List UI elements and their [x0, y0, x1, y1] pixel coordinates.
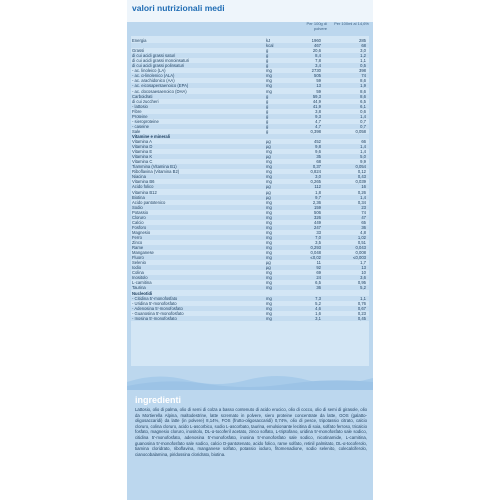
row-value-per-100g: 9,8 — [315, 144, 321, 150]
row-value-per-100ml: 1,2 — [360, 53, 366, 59]
row-value-per-100g: 9,7 — [315, 194, 321, 200]
row-value-per-100g: 33 — [316, 229, 321, 235]
row-label: - Guanosina 5'-monofosfato — [132, 310, 184, 316]
row-label: Vitamina C — [132, 159, 153, 165]
row-value-per-100g: 1960 — [311, 38, 321, 43]
row-unit: mg — [266, 250, 272, 256]
row-value-per-100ml: 16 — [361, 184, 366, 190]
row-value-per-100ml: 0,67 — [357, 305, 366, 311]
row-value-per-100g: 4,6 — [315, 305, 321, 311]
row-unit: µg — [266, 265, 271, 271]
row-label: Zinco — [132, 240, 143, 245]
row-value-per-100g: 159 — [314, 204, 321, 210]
panel-title: valori nutrizionali medi — [132, 3, 225, 13]
row-value-per-100ml: 0,6 — [360, 108, 366, 114]
row-value-per-100g: 1,6 — [315, 310, 321, 316]
row-label: Acido pantotenico — [132, 199, 166, 205]
row-value-per-100ml: 6,1 — [360, 103, 366, 109]
row-unit: mg — [266, 219, 272, 225]
row-unit: g — [266, 63, 269, 69]
row-unit: mg — [266, 315, 272, 321]
row-value-per-100ml: 398 — [359, 68, 366, 74]
row-unit: µg — [266, 260, 271, 266]
column-header-per-100ml: Per 100ml al 14,6% — [334, 21, 369, 26]
row-label: Vitamina B6 — [132, 179, 155, 185]
row-unit: mg — [266, 179, 272, 185]
row-value-per-100ml: 0,5 — [360, 63, 366, 69]
row-value-per-100g: 0,398 — [310, 128, 321, 134]
row-label: Riboflavina (Vitamina B2) — [132, 169, 180, 175]
row-unit: g — [266, 48, 269, 54]
row-value-per-100g: 5,2 — [315, 300, 321, 306]
row-value-per-100g: 506 — [314, 209, 321, 215]
row-value-per-100g: 2730 — [311, 68, 321, 74]
row-value-per-100g: 3,0 — [315, 174, 321, 180]
row-value-per-100g: 36 — [316, 285, 321, 291]
row-unit: mg — [266, 285, 272, 291]
row-label: L-carnitina — [132, 280, 152, 286]
row-value-per-100g: 3,8 — [315, 108, 321, 114]
row-unit: mg — [266, 204, 272, 210]
nutrition-panel — [127, 0, 373, 500]
row-value-per-100g: 69 — [316, 270, 321, 276]
row-value-per-100g: 247 — [314, 224, 321, 230]
row-unit: mg — [266, 209, 272, 215]
row-unit: mg — [266, 174, 272, 180]
row-value-per-100g: 9,6 — [315, 149, 321, 155]
row-value-per-100ml: 74 — [361, 209, 366, 215]
row-value-per-100ml: 0,95 — [357, 280, 366, 286]
row-unit: mg — [266, 88, 272, 94]
table-row — [131, 316, 369, 321]
row-unit: g — [266, 58, 269, 64]
row-value-per-100ml: 3,6 — [360, 275, 366, 281]
row-value-per-100g: ≤0,02 — [310, 255, 321, 261]
row-label: - Uridina 5'-monofosfato — [132, 300, 177, 306]
row-value-per-100g: 0,293 — [310, 245, 321, 251]
row-unit: mg — [266, 240, 272, 245]
row-unit: µg — [266, 189, 271, 195]
row-unit: mg — [266, 270, 272, 276]
row-label: Ferro — [132, 234, 143, 240]
row-value-per-100g: 41,9 — [312, 103, 321, 109]
row-value-per-100ml: 0,054 — [355, 164, 366, 170]
decorative-wave — [127, 372, 373, 390]
row-label: - Citidina 5'-monofosfato — [132, 295, 178, 301]
row-label: Inositolo — [132, 275, 148, 281]
row-value-per-100g: 467 — [314, 43, 321, 49]
row-value-per-100ml: 0,12 — [357, 169, 366, 175]
row-unit: mg — [266, 199, 272, 205]
row-label: Proteine — [132, 113, 148, 119]
row-label: - ac. docosaesaenoico (DHA) — [132, 88, 187, 94]
row-unit: mg — [266, 275, 272, 281]
row-label: Calcio — [132, 219, 144, 225]
row-value-per-100g: 7,3 — [315, 295, 321, 301]
row-unit: mg — [266, 245, 272, 251]
row-unit: mg — [266, 159, 272, 165]
row-unit: mg — [266, 229, 272, 235]
row-value-per-100ml: 0,7 — [360, 118, 366, 124]
row-value-per-100g: 1,8 — [315, 189, 321, 195]
ingredients-text: Lattosio, olio di palma, olio di semi di colza a basso contenuto di acido erucico, olio di cocco, olio di semi di girasole, olio da Mortierella Alpina, maltodestrine, latte scremato in polvere, siero proteine concentrate da latte, GOS (galatto-oligosaccaridi) da latte (in polvere) 8,14%, FOS (frutto-oligosaccaridi) 0,74%, olio di pesce, tripotassio citrato, calcio cloruro, colina cloruro, acido L-ascorbico, sodio L-ascorbato, taurina, emulsionante lecitina di soia, solfato ferroso, tricalcio fosfato, magnesio cloruro, inositolo, DL-α-tocoferil acetato, zinco solfato, L-triptofano, uridina 5'-monofosfato sale sodico, citidina 5'-monofosfato, adenosina 5'-monofosfato, inosina 5'-monofosfato sale sodico, nicotinamide, L-carnitina, guanosina 5'-monofosfato sale sodico, calcio D-pantotenato, acido folico, rame solfato, retinil palmitato, DL-α-tocoferolo, tiamina cloridrato, riboflavina, manganese solfato, potassio ioduro, fitomenadione, sodio selenito, colecalciferolo, cianocobalamina, piridossina cloridrato, biotina. — [135, 407, 367, 457]
row-value-per-100g: 8,4 — [315, 53, 321, 59]
row-value-per-100ml: 1,7 — [360, 260, 366, 266]
row-value-per-100ml: 8,6 — [360, 78, 366, 84]
ingredients-title: ingredienti — [135, 395, 182, 405]
row-label: - ac. arachidonico (AA) — [132, 78, 175, 84]
row-value-per-100ml: 0,058 — [355, 128, 366, 134]
row-value-per-100ml: 74 — [361, 73, 366, 79]
row-label: Sodio — [132, 204, 143, 210]
row-unit: mg — [266, 214, 272, 220]
row-unit: mg — [266, 169, 272, 175]
row-value-per-100ml: 23 — [361, 204, 366, 210]
row-label: - lattosio — [132, 103, 148, 109]
row-value-per-100ml: 8,6 — [360, 93, 366, 99]
row-label: - ac. α-linolenico (ALA) — [132, 73, 175, 79]
row-value-per-100ml: 0,008 — [355, 250, 366, 256]
row-unit: mg — [266, 295, 272, 301]
row-unit: g — [266, 113, 269, 119]
row-value-per-100g: 112 — [314, 184, 321, 190]
row-value-per-100ml: 47 — [361, 214, 366, 220]
row-label: di cui acidi grassi monoinsaturi — [132, 58, 190, 64]
row-unit: mg — [266, 73, 272, 79]
row-value-per-100g: 4,7 — [315, 118, 321, 124]
row-label: - sieroproteine — [132, 118, 159, 124]
row-label: Nucleotidi — [132, 290, 153, 296]
row-unit: g — [266, 93, 269, 99]
row-label: - Inosina 5'-monofosfato — [132, 315, 177, 321]
row-label: Niacina — [132, 174, 146, 180]
row-unit: g — [266, 128, 269, 134]
row-value-per-100ml: 65 — [361, 219, 366, 225]
row-value-per-100ml: 1,4 — [360, 194, 366, 200]
row-value-per-100g: 0,265 — [310, 179, 321, 185]
row-label: Colina — [132, 270, 144, 276]
row-label: di cui acidi grassi polinsaturi — [132, 63, 185, 69]
row-unit: kcal — [266, 43, 274, 49]
row-unit: µg — [266, 194, 271, 200]
row-label: Fibre — [132, 108, 142, 114]
row-value-per-100ml: 0,7 — [360, 123, 366, 129]
row-label: Vitamina B12 — [132, 189, 157, 195]
row-label: Rame — [132, 245, 144, 251]
row-label: Taurina — [132, 285, 146, 291]
row-value-per-100g: 59 — [316, 78, 321, 84]
row-value-per-100g: 20,6 — [312, 48, 321, 54]
row-label: Biotina — [132, 194, 145, 200]
row-label: Vitamine e minerali — [132, 133, 171, 139]
row-label: di cui acidi grassi saturi — [132, 53, 176, 59]
row-unit: mg — [266, 78, 272, 84]
row-unit: mg — [266, 224, 272, 230]
row-value-per-100ml: 1,4 — [360, 113, 366, 119]
row-label: Manganese — [132, 250, 154, 256]
row-value-per-100g: 7,8 — [315, 58, 321, 64]
row-value-per-100g: 3,5 — [315, 240, 321, 245]
row-value-per-100ml: 5,2 — [360, 285, 366, 291]
row-unit: g — [266, 118, 269, 124]
row-label: - ac. linoleico (LA) — [132, 68, 166, 74]
row-unit: mg — [266, 280, 272, 286]
row-value-per-100ml: 68 — [361, 43, 366, 49]
row-value-per-100ml: 10 — [361, 270, 366, 276]
row-value-per-100g: 0,048 — [310, 250, 321, 256]
row-value-per-100g: 7,0 — [315, 234, 321, 240]
row-value-per-100ml: 0,039 — [355, 179, 366, 185]
row-value-per-100g: 59,3 — [312, 93, 321, 99]
row-value-per-100g: 326 — [314, 214, 321, 220]
row-value-per-100g: 35 — [316, 154, 321, 160]
row-unit: mg — [266, 310, 272, 316]
row-unit: mg — [266, 164, 272, 170]
row-label: Energia — [132, 38, 147, 43]
row-label: Potassio — [132, 209, 149, 215]
row-unit: mg — [266, 234, 272, 240]
row-value-per-100g: 3,1 — [315, 315, 321, 321]
row-value-per-100ml: 3,0 — [360, 48, 366, 54]
row-label: Cloruro — [132, 214, 146, 220]
row-unit: mg — [266, 305, 272, 311]
row-unit: µg — [266, 184, 271, 190]
row-unit: µg — [266, 144, 271, 150]
row-value-per-100ml: 9,9 — [360, 159, 366, 165]
row-value-per-100ml: 0,043 — [355, 245, 366, 251]
row-label: Vitamina D — [132, 144, 153, 150]
row-value-per-100ml: 1,4 — [360, 144, 366, 150]
row-value-per-100g: 0,37 — [312, 164, 321, 170]
row-unit: mg — [266, 68, 272, 74]
row-value-per-100g: 6,5 — [315, 280, 321, 286]
row-value-per-100ml: 13 — [361, 265, 366, 271]
row-value-per-100g: 3,4 — [315, 63, 321, 69]
row-value-per-100g: 4,7 — [315, 123, 321, 129]
row-value-per-100g: 59 — [316, 88, 321, 94]
row-label: di cui zuccheri — [132, 98, 159, 104]
row-unit: g — [266, 98, 269, 104]
row-value-per-100ml: 0,34 — [357, 199, 366, 205]
row-label: Sale — [132, 128, 141, 134]
row-unit: g — [266, 123, 269, 129]
row-unit: mg — [266, 300, 272, 306]
row-label: - caseine — [132, 123, 149, 129]
row-value-per-100ml: 8,6 — [360, 88, 366, 94]
row-value-per-100ml: 0,26 — [357, 189, 366, 195]
row-value-per-100ml: 0,45 — [357, 315, 366, 321]
row-label: Iodio — [132, 265, 142, 271]
row-value-per-100g: 68 — [316, 159, 321, 165]
row-label: Tiammina (Vitamina B1) — [132, 164, 177, 170]
row-value-per-100g: 24 — [316, 275, 321, 281]
row-value-per-100g: 452 — [314, 139, 321, 144]
row-label: Fluoro — [132, 255, 144, 261]
row-unit: µg — [266, 154, 271, 160]
row-label: Grassi — [132, 48, 145, 54]
row-value-per-100g: 449 — [314, 219, 321, 225]
row-value-per-100ml: 1,02 — [357, 234, 366, 240]
row-value-per-100ml: 1,1 — [360, 58, 366, 64]
row-value-per-100ml: 4,8 — [360, 229, 366, 235]
row-label: Vitamina A — [132, 139, 152, 144]
row-value-per-100ml: 0,23 — [357, 310, 366, 316]
row-value-per-100g: 13 — [316, 83, 321, 89]
nutrition-table — [131, 36, 369, 366]
row-value-per-100g: 92 — [316, 265, 321, 271]
row-label: Vitamina K — [132, 154, 153, 160]
row-label: Carboidrati — [132, 93, 153, 99]
row-value-per-100ml: 66 — [361, 139, 366, 144]
row-value-per-100ml: 0,51 — [357, 240, 366, 245]
row-value-per-100g: 9,3 — [315, 113, 321, 119]
row-value-per-100ml: 1,1 — [360, 295, 366, 301]
row-label: Selenio — [132, 260, 146, 266]
row-unit: g — [266, 103, 269, 109]
row-label: Acido folico — [132, 184, 154, 190]
row-value-per-100ml: 36 — [361, 224, 366, 230]
row-value-per-100g: 11 — [316, 260, 321, 266]
row-value-per-100g: 44,9 — [312, 98, 321, 104]
row-label: Magnesio — [132, 229, 151, 235]
row-value-per-100ml: 1,9 — [360, 83, 366, 89]
row-unit: mg — [266, 149, 272, 155]
row-label: - ac. eicosapentaenoico (EPA) — [132, 83, 189, 89]
row-value-per-100ml: ≤0,003 — [353, 255, 366, 261]
row-label: Fosforo — [132, 224, 147, 230]
row-value-per-100ml: 5,0 — [360, 154, 366, 160]
panel-header — [127, 0, 373, 22]
row-label: - Adenosina 5'-monofosfato — [132, 305, 183, 311]
row-unit: µg — [266, 139, 271, 144]
row-value-per-100ml: 0,76 — [357, 300, 366, 306]
row-value-per-100ml: 285 — [359, 38, 366, 43]
row-value-per-100g: 505 — [314, 73, 321, 79]
column-header-per-100g: Per 100g di polvere — [306, 21, 327, 31]
row-unit: mg — [266, 255, 272, 261]
row-value-per-100ml: 0,43 — [357, 174, 366, 180]
row-value-per-100g: 2,36 — [312, 199, 321, 205]
row-value-per-100ml: 6,5 — [360, 98, 366, 104]
row-unit: g — [266, 53, 269, 59]
row-value-per-100ml: 1,4 — [360, 149, 366, 155]
row-label: Vitamina E — [132, 149, 153, 155]
row-unit: mg — [266, 83, 272, 89]
row-unit: kJ — [266, 38, 271, 43]
row-value-per-100g: 0,824 — [310, 169, 321, 175]
row-unit: g — [266, 108, 269, 114]
